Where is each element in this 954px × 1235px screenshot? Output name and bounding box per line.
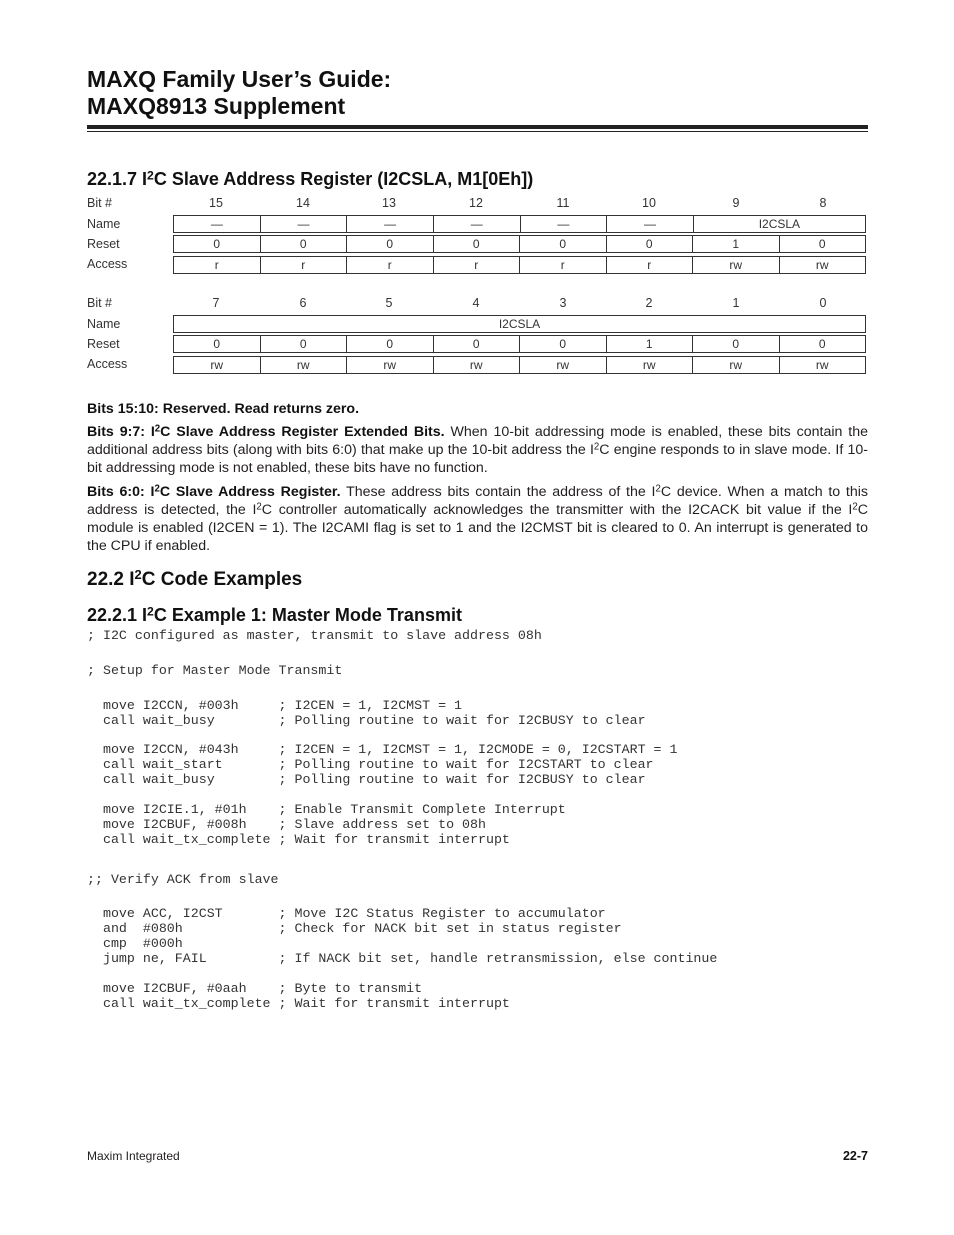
title-rule-thin	[87, 131, 868, 132]
code-block: move ACC, I2CST ; Move I2C Status Register to accumulator and #080h ; Check for NACK bit set in status register cmp #000h jump ne, FAIL ; If NACK bit set, handle retransmission, else continue	[102, 906, 718, 966]
access-cell: rw	[815, 358, 829, 372]
bits-15-10-description: Bits 15:10: Reserved. Read returns zero.	[87, 401, 360, 417]
access-cell: r	[347, 257, 434, 273]
access-cell: r	[261, 257, 348, 273]
reset-cell: 0	[347, 336, 434, 352]
bit-number: 12	[469, 196, 483, 210]
name-cell: —	[261, 216, 348, 232]
row-label-name: Name	[87, 317, 121, 331]
row-label-access: Access	[87, 357, 128, 371]
code-comment-line: ; I2C configured as master, transmit to slave address 08h	[87, 628, 542, 643]
code-block: move I2CCN, #003h ; I2CEN = 1, I2CMST = 1 call wait_busy ; Polling routine to wait for I2CBUSY to clear	[102, 698, 646, 728]
code-block: move I2CBUF, #0aah ; Byte to transmit call wait_tx_complete ; Wait for transmit interrupt	[102, 981, 510, 1011]
access-cell: rw	[434, 357, 521, 373]
access-row	[173, 256, 866, 274]
code-examples-heading: 22.2 $I^2C$ Code Examples	[87, 567, 303, 590]
row-label-reset: Reset	[87, 237, 120, 251]
row-label-access: Access	[87, 257, 128, 271]
reset-cell: 0	[520, 336, 607, 352]
reset-cell: 0	[347, 236, 434, 252]
reset-cell: 0	[434, 236, 521, 252]
bit-number: 14	[296, 196, 310, 210]
bit-number: 2	[645, 296, 653, 310]
access-cell: r	[607, 257, 694, 273]
bit-number: 5	[385, 296, 393, 310]
access-cell: rw	[261, 357, 348, 373]
register-section-heading: 22.1.7 $I^2C$ Slave Address Register (I2CSLA, M1[0Eh])	[87, 168, 534, 189]
example-1-heading: 22.2.1 $I^2C$ Example 1: Master Mode Transmit	[87, 604, 462, 625]
name-row	[173, 215, 866, 233]
row-label-reset: Reset	[87, 337, 120, 351]
bit-number: 1	[732, 296, 740, 310]
row-label-bit: Bit #	[87, 296, 113, 310]
access-cell: rw	[174, 357, 261, 373]
row-label-name: Name	[87, 217, 121, 231]
reset-cell: 1	[607, 336, 694, 352]
bit-number: 8	[819, 196, 827, 210]
name-cell: I2CSLA	[498, 317, 541, 331]
bits-9-7-description: Bits 9:7: $I^2C$ Slave Address Register Extended Bits. When 10-bit addressing mode is enabled, these bits contain the additional address bits (along with bits 6:0) that make up the 10-bit address the $I^2C$ engine responds to in slave mode. If 10-bit addressing mode is not enabled, these bits have no function.	[87, 423, 868, 476]
access-cell: rw	[347, 357, 434, 373]
access-cell: rw	[693, 257, 780, 273]
access-cell: r	[174, 257, 261, 273]
access-cell: rw	[815, 258, 829, 272]
row-label-bit: Bit #	[87, 196, 113, 210]
reset-cell: 0	[174, 336, 261, 352]
reset-cell: 0	[261, 236, 348, 252]
bit-number: 11	[556, 196, 570, 210]
reset-row	[173, 335, 866, 353]
name-cell: —	[347, 216, 434, 232]
reset-row	[173, 235, 866, 253]
access-cell: rw	[607, 357, 694, 373]
bit-number: 4	[472, 296, 480, 310]
reset-cell: 0	[520, 236, 607, 252]
reset-cell: 0	[693, 336, 780, 352]
bit-number: 10	[642, 196, 656, 210]
bit-number: 0	[819, 296, 827, 310]
bit-number: 15	[209, 196, 223, 210]
footer-company: Maxim Integrated	[87, 1149, 180, 1163]
bit-number: 9	[732, 196, 740, 210]
reset-cell: 0	[261, 336, 348, 352]
document-title	[87, 66, 391, 120]
reset-cell: 0	[818, 237, 826, 251]
title-line-1: MAXQ Family User’s Guide:	[87, 66, 392, 92]
bit-number: 13	[382, 196, 396, 210]
name-cell: I2CSLA	[758, 217, 801, 231]
reset-cell: 0	[434, 336, 521, 352]
access-row	[173, 356, 866, 374]
name-cell: —	[434, 216, 521, 232]
code-block: move I2CCN, #043h ; I2CEN = 1, I2CMST = 1, I2CMODE = 0, I2CSTART = 1 call wait_start ; Polling routine to wait for I2CSTART to clear call wait_busy ; Polling routine to wait for I2CBUSY to clear	[102, 742, 678, 787]
access-cell: r	[434, 257, 521, 273]
code-block: move I2CIE.1, #01h ; Enable Transmit Complete Interrupt move I2CBUF, #008h ; Slave address set to 08h call wait_tx_complete ; Wait for transmit interrupt	[102, 802, 566, 847]
title-line-2: MAXQ8913 Supplement	[87, 93, 346, 119]
access-cell: rw	[693, 357, 780, 373]
code-comment-line: ; Setup for Master Mode Transmit	[87, 663, 343, 678]
name-cell: —	[174, 216, 261, 232]
access-cell: rw	[520, 357, 607, 373]
name-cell: —	[607, 216, 694, 232]
reset-cell: 1	[693, 236, 780, 252]
reset-cell: 0	[607, 236, 694, 252]
access-cell: r	[520, 257, 607, 273]
title-rule-thick	[87, 125, 868, 129]
bits-6-0-description: Bits 6:0: $I^2C$ Slave Address Register. These address bits contain the address of the $I^2C$ device. When a match to this address is detected, the $I^2C$ controller automatically acknowledges the transmitter with the I2CACK bit value if the $I^2C$ module is enabled (I2CEN = 1). The I2CAMI flag is set to 1 and the I2CMST bit is cleared to 0. An interrupt is generated to the CPU if enabled.	[87, 483, 868, 554]
name-cell: —	[521, 216, 608, 232]
page-number: 22-7	[842, 1149, 868, 1163]
bit-number: 3	[559, 296, 567, 310]
name-row	[173, 315, 866, 333]
bit-number: 7	[212, 296, 220, 310]
code-comment-line: ;; Verify ACK from slave	[87, 872, 279, 887]
reset-cell: 0	[174, 236, 261, 252]
reset-cell: 0	[818, 337, 826, 351]
bit-number: 6	[299, 296, 307, 310]
